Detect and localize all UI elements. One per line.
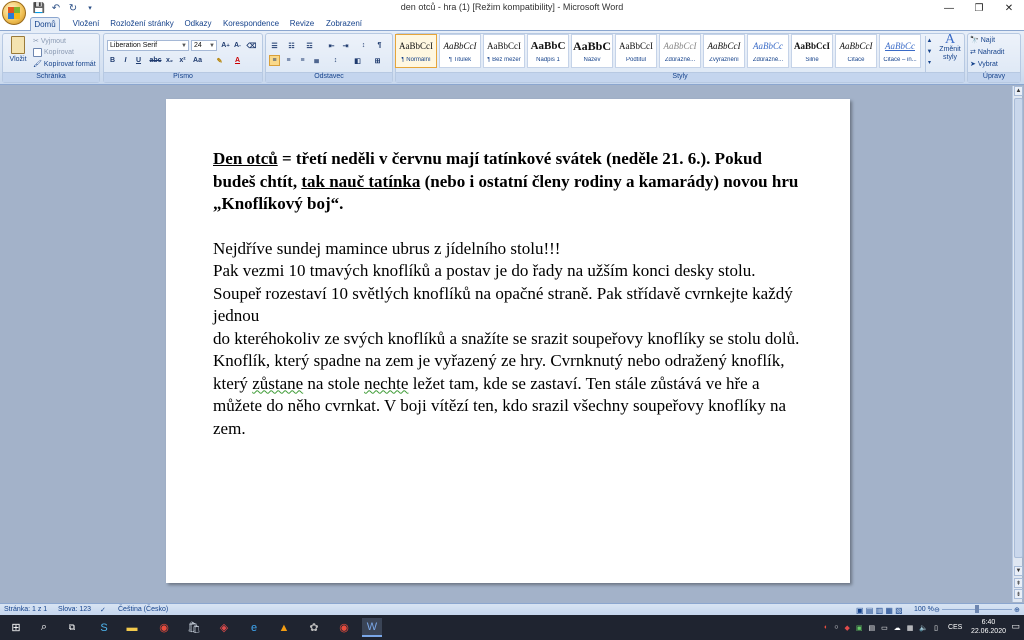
editing-group-label: Úpravy <box>968 72 1020 82</box>
style-name: Silné <box>805 57 819 63</box>
paragraph-3-text: ležet tam, kde se zastaví. Ten stále zůstává ve hře a můžete do něho cvrnkat. V boji vítězí ten, kdo srazil všechny soupeřovy knoflíky na zem. <box>213 373 786 438</box>
heading-paragraph <box>213 148 803 216</box>
tray-app-icon[interactable]: ▤ <box>868 624 876 632</box>
find-button[interactable] <box>970 36 995 44</box>
select-label: Vybrat <box>977 60 998 68</box>
edge-icon[interactable]: e <box>250 621 258 634</box>
pilcrow-icon[interactable]: ¶ <box>377 42 382 49</box>
paragraph-2: Pak vezmi 10 tmavých knoflíků a postav je do řady na užším konci desky stolu. Soupeř rozestaví 10 světlých knoflíků na opačné straně. Pak střídavě cvrnkejte každý jednou <box>213 261 793 325</box>
italic-icon[interactable]: I <box>124 57 127 64</box>
align-left-icon[interactable]: ≡ <box>269 55 280 66</box>
style-name: Zvýraznění <box>709 57 739 63</box>
bold-icon[interactable]: B <box>109 57 116 64</box>
tray-app-icon[interactable]: ○ <box>834 624 839 631</box>
style-tile[interactable] <box>659 34 701 68</box>
style-sample: AaBbC <box>530 40 566 52</box>
decrease-indent-icon[interactable]: ⇤ <box>328 42 335 50</box>
style-name: Zdůrazně... <box>664 57 696 63</box>
tray-app-icon[interactable]: ◐ <box>824 624 829 631</box>
change-styles-icon: A <box>944 32 956 47</box>
vertical-scrollbar[interactable] <box>1012 86 1022 602</box>
paragraph-group <box>265 33 393 83</box>
paste-label: Vložit <box>9 56 27 63</box>
style-sample: AaBbCcI <box>443 41 477 51</box>
vlc-icon[interactable]: ▲ <box>278 621 290 634</box>
style-sample: AaBbCcI <box>839 41 873 51</box>
view-buttons-icon[interactable]: ▣ ▤ ▥ ▦ ▧ <box>856 606 903 615</box>
style-name: Zdůrazně... <box>752 57 784 63</box>
spellcheck-icon[interactable]: ✓ <box>100 607 106 614</box>
style-sample: AaBbCcI <box>487 41 521 51</box>
cursor-icon: ➤ <box>970 61 976 68</box>
font-group <box>103 33 263 83</box>
bullets-icon[interactable]: ☰ <box>271 42 278 50</box>
replace-label: Nahradit <box>977 48 1005 56</box>
tab-insert[interactable]: Vložení <box>72 19 100 28</box>
style-name: Citace – in... <box>883 57 917 63</box>
highlight-icon[interactable]: ✎ <box>216 57 223 65</box>
shading-icon[interactable]: ◧ <box>354 57 361 65</box>
style-name: ¶ Titulek <box>448 57 472 63</box>
numbering-icon[interactable]: ☷ <box>288 42 295 50</box>
redo-icon[interactable]: ↻ <box>68 2 78 14</box>
clock-time: 6:40 <box>981 619 996 626</box>
borders-icon[interactable]: ⊞ <box>374 57 381 65</box>
font-size-select[interactable] <box>191 40 217 51</box>
paste-icon <box>11 36 25 54</box>
style-sample: AaBbC <box>572 39 611 53</box>
shrink-font-icon[interactable]: A - <box>233 42 241 49</box>
cut-label: Vyjmout <box>40 37 66 45</box>
align-right-icon[interactable]: ≡ <box>300 57 305 64</box>
replace-button[interactable] <box>970 48 1004 56</box>
tab-review[interactable]: Revize <box>289 19 315 28</box>
subscript-icon[interactable]: x₂ <box>165 57 173 64</box>
chrome-icon[interactable]: ◉ <box>159 622 169 634</box>
tray-app-icon[interactable]: ▭ <box>881 624 888 632</box>
chrome-icon[interactable]: ◉ <box>339 622 349 634</box>
copy-label: Kopírovat <box>44 49 74 56</box>
network-icon[interactable]: ▦ <box>906 624 914 632</box>
close-button[interactable]: ✕ <box>1004 2 1014 14</box>
grow-font-icon[interactable]: A + <box>221 42 230 49</box>
font-family-select[interactable] <box>107 40 189 51</box>
increase-indent-icon[interactable]: ⇥ <box>342 42 349 50</box>
spelling-marked-word: nechte <box>364 373 409 393</box>
restore-button[interactable]: ❐ <box>974 2 984 14</box>
style-tile[interactable] <box>835 34 877 68</box>
chevron-down-icon: ▼ <box>209 43 215 49</box>
style-tile[interactable] <box>747 34 789 68</box>
store-icon[interactable]: 🛍 <box>187 622 201 634</box>
window-controls <box>934 0 1024 16</box>
style-name: Název <box>583 57 601 63</box>
style-tile[interactable] <box>439 34 481 68</box>
style-tile[interactable] <box>571 34 613 68</box>
style-sample: AaBbCcI <box>707 41 741 51</box>
cut-button[interactable] <box>33 37 66 45</box>
paragraph-3 <box>213 328 803 441</box>
sort-icon[interactable]: ↕ <box>361 42 366 49</box>
language-status[interactable]: Čeština (Česko) <box>118 606 169 613</box>
search-icon[interactable]: ⌕ <box>40 621 48 633</box>
tab-view[interactable]: Zobrazení <box>325 19 363 28</box>
battery-icon[interactable]: ▯ <box>934 624 938 632</box>
format-painter-label: Kopírovat formát <box>43 60 96 68</box>
word-count[interactable]: Slova: 123 <box>58 606 92 613</box>
heading-underlined: tak nauč tatínka <box>301 171 421 191</box>
app-icon[interactable]: ✿ <box>309 622 319 634</box>
style-name: ¶ Bez mezer <box>487 57 521 63</box>
title-bar <box>0 0 1024 16</box>
notification-icon[interactable]: ▭ <box>1011 621 1020 631</box>
tray-app-icon[interactable]: ▣ <box>855 624 863 632</box>
style-tile[interactable] <box>791 34 833 68</box>
input-language[interactable]: CES <box>947 624 963 631</box>
heading-den-otcu: Den otců <box>213 149 278 168</box>
paragraph-group-label: Odstavec <box>266 72 392 82</box>
style-tile[interactable] <box>527 34 569 68</box>
style-name: ¶ Normální <box>401 57 431 63</box>
underline-icon[interactable]: U <box>135 57 142 64</box>
replace-icon: ⇄ <box>970 49 976 56</box>
task-view-icon[interactable]: ⧉ <box>68 622 76 632</box>
style-tile[interactable] <box>615 34 657 68</box>
style-name: Podtitul <box>625 57 646 63</box>
page-count[interactable]: Stránka: 1 z 1 <box>4 606 48 613</box>
zoom-slider-knob[interactable] <box>975 605 979 613</box>
strikethrough-icon[interactable]: abc <box>149 57 162 64</box>
copy-icon <box>33 48 42 57</box>
style-sample: AaBbCc <box>753 41 783 51</box>
style-sample: AaBbCcI <box>663 41 697 51</box>
quick-access-toolbar <box>30 1 97 15</box>
style-name: Nadpis 1 <box>536 57 560 63</box>
format-painter-button[interactable] <box>33 60 96 68</box>
style-sample: AaBbCcI <box>399 41 433 51</box>
font-color-icon[interactable]: A <box>234 57 241 64</box>
style-name: Citace <box>847 57 865 63</box>
clock-date: 22.06.2020 <box>970 628 1006 635</box>
align-center-icon[interactable]: ≡ <box>286 57 291 64</box>
tab-page-layout[interactable]: Rozložení stránky <box>110 19 174 28</box>
editing-group <box>967 33 1021 83</box>
word-taskbar-icon[interactable]: W <box>362 618 382 637</box>
paragraph-1: Nejdříve sundej mamince ubrus z jídelního stolu!!! <box>213 238 561 258</box>
style-sample: AaBbCcI <box>619 41 653 51</box>
styles-scroll[interactable]: ▲ ▼ ▾ <box>925 36 933 72</box>
paragraph-3-text: do kteréhokoliv ze svých knoflíků a snažíte se srazit soupeřovy knoflíky se stolu dolů. Knoflík, který spadne na zem je vyřazený ze hry. Cvrnknutý nebo odražený knoflík, který <box>213 328 800 393</box>
taskbar <box>0 615 1024 640</box>
save-icon[interactable]: 💾 <box>32 2 46 14</box>
justify-icon[interactable]: ≣ <box>313 57 320 65</box>
paste-button[interactable] <box>7 36 29 63</box>
style-sample: AaBbCc <box>885 41 915 51</box>
style-tile[interactable] <box>703 34 745 68</box>
zoom-in-icon[interactable]: ⊕ <box>1014 607 1020 614</box>
font-group-label: Písmo <box>104 72 262 82</box>
multilevel-list-icon[interactable]: ☲ <box>306 42 313 50</box>
system-tray <box>824 615 962 640</box>
app-icon[interactable]: ◈ <box>219 622 229 634</box>
minimize-button[interactable]: — <box>944 2 954 14</box>
tab-references[interactable]: Odkazy <box>184 19 212 28</box>
tab-mailings[interactable]: Korespondence <box>222 19 280 28</box>
tray-app-icon[interactable]: ☁ <box>893 624 901 632</box>
spelling-marked-word: zůstane <box>252 373 304 393</box>
undo-icon[interactable]: ↶ <box>51 2 61 14</box>
style-tile[interactable] <box>879 34 921 68</box>
styles-group-label: Styly <box>396 72 964 82</box>
ribbon-tabs <box>0 16 1024 31</box>
chevron-down-icon: ▼ <box>181 43 187 49</box>
brush-icon: 🖌 <box>33 61 42 68</box>
skype-icon[interactable]: S <box>100 621 108 634</box>
scroll-down-icon[interactable]: ▼ <box>1015 568 1022 574</box>
clipboard-group <box>2 33 100 83</box>
change-styles-label: Změnit styly <box>939 46 961 61</box>
style-tile[interactable] <box>483 34 525 68</box>
heading-text-end: (nebo i ostatní členy rodiny a kamarády) novou hru „Knoflíkový boj“. <box>213 171 799 213</box>
zoom-slider[interactable] <box>942 609 1012 610</box>
scroll-thumb[interactable] <box>1014 98 1023 558</box>
windows-start-icon[interactable]: ⊞ <box>11 622 21 634</box>
font-size-value: 24 <box>194 42 202 49</box>
clipboard-group-label: Schránka <box>3 72 99 82</box>
heading-text: = třetí neděli v červnu mají tatínkové svátek (neděle 21. 6.). Pokud budeš chtít, <box>213 149 762 191</box>
change-case-icon[interactable]: Aa <box>193 57 202 64</box>
document-page[interactable] <box>166 99 850 583</box>
zoom-out-icon[interactable]: ⊖ <box>934 607 940 614</box>
styles-gallery <box>395 34 937 70</box>
superscript-icon[interactable]: x² <box>179 57 186 64</box>
scissors-icon: ✂ <box>33 38 39 45</box>
copy-button[interactable] <box>33 48 74 57</box>
office-logo-icon <box>8 7 20 19</box>
line-spacing-icon[interactable]: ↕ <box>333 57 338 64</box>
scroll-up-icon[interactable]: ▲ <box>1015 88 1022 94</box>
volume-icon[interactable]: 🔈 <box>919 624 929 632</box>
select-button[interactable] <box>970 60 998 68</box>
tray-app-icon[interactable]: ◆ <box>844 624 850 632</box>
qat-customize-icon[interactable]: ▾ <box>88 5 92 12</box>
next-page-icon[interactable]: ⇟ <box>1014 589 1023 599</box>
find-label: Najít <box>980 36 996 44</box>
tab-home[interactable]: Domů <box>30 17 60 31</box>
binoculars-icon: 🔭 <box>970 37 979 44</box>
prev-page-icon[interactable]: ⇞ <box>1014 578 1023 588</box>
style-tile[interactable] <box>395 34 437 68</box>
office-button[interactable] <box>2 1 26 25</box>
clear-format-icon[interactable]: ⌫ <box>246 42 257 50</box>
status-bar <box>0 603 1024 615</box>
file-explorer-icon[interactable]: ▬ <box>126 621 138 634</box>
change-styles-button[interactable] <box>936 32 964 62</box>
font-family-value: Liberation Serif <box>110 42 158 49</box>
style-sample: AaBbCcI <box>793 41 830 51</box>
clock[interactable] <box>971 618 1006 636</box>
paragraph-spacer <box>213 216 803 238</box>
document-body[interactable] <box>213 148 803 440</box>
zoom-level[interactable]: 100 % <box>914 606 934 613</box>
window-title: den otců - hra (1) [Režim kompatibility] - Microsoft Word <box>400 2 624 12</box>
paragraph-3-text: na stole <box>303 373 365 393</box>
